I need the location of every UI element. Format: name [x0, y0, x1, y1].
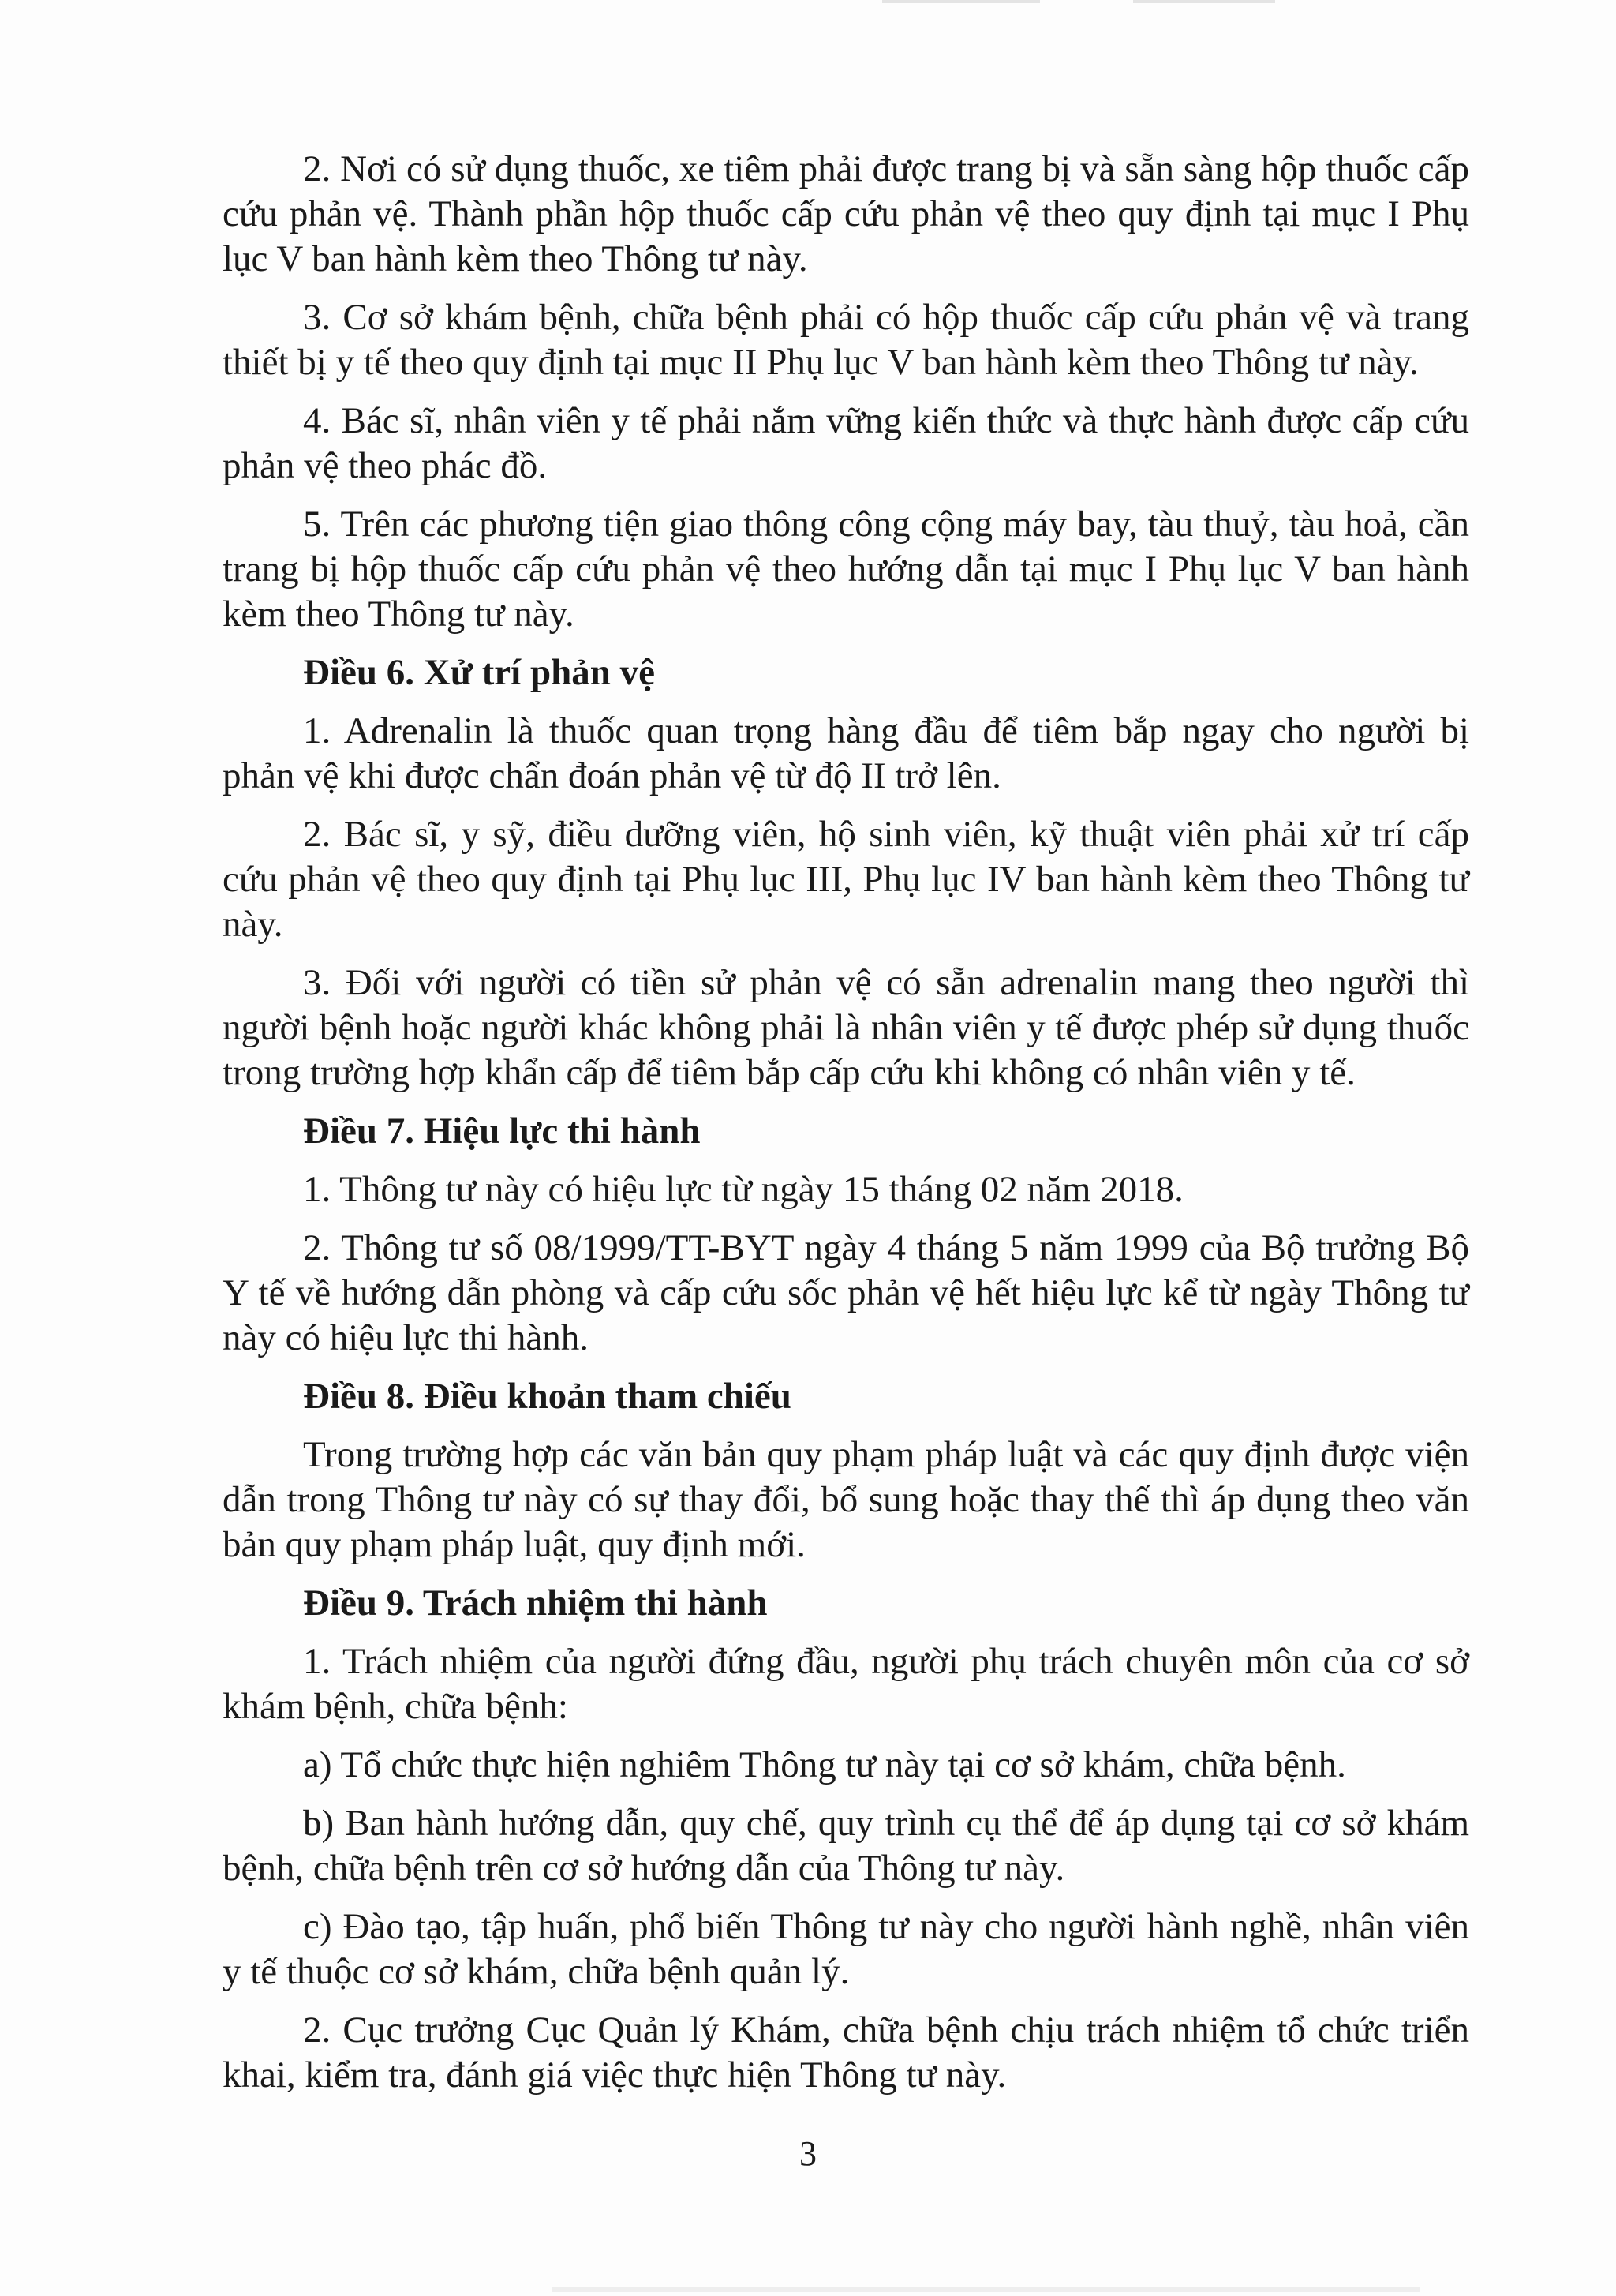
- article-heading: Điều 7. Hiệu lực thi hành: [303, 1111, 701, 1152]
- clause-paragraph: 3. Cơ sở khám bệnh, chữa bệnh phải có hộp thuốc cấp cứu phản vệ và trang thiết bị y tế theo quy định tại mục II Phụ lục V ban hành kèm theo Thông tư này.: [223, 297, 1469, 383]
- clause-paragraph: 2. Thông tư số 08/1999/TT-BYT ngày 4 tháng 5 năm 1999 của Bộ trưởng Bộ Y tế về hướng dẫn phòng và cấp cứu sốc phản vệ hết hiệu lực kể từ ngày Thông tư này có hiệu lực thi hành.: [223, 1227, 1469, 1358]
- clause-paragraph: 5. Trên các phương tiện giao thông công cộng máy bay, tàu thuỷ, tàu hoả, cần trang bị hộp thuốc cấp cứu phản vệ theo hướng dẫn tại mục I Phụ lục V ban hành kèm theo Thông tư này.: [223, 504, 1469, 635]
- clause-paragraph: 3. Đối với người có tiền sử phản vệ có sẵn adrenalin mang theo người thì người bệnh hoặc người khác không phải là nhân viên y tế được phép sử dụng thuốc trong trường hợp khẩn cấp để tiêm bắp cấp cứu khi không có nhân viên y tế.: [223, 962, 1469, 1093]
- clause-paragraph: 2. Bác sĩ, y sỹ, điều dưỡng viên, hộ sinh viên, kỹ thuật viên phải xử trí cấp cứu phản vệ theo quy định tại Phụ lục III, Phụ lục IV ban hành kèm theo Thông tư này.: [223, 814, 1469, 945]
- article-heading: Điều 8. Điều khoản tham chiếu: [303, 1376, 791, 1417]
- scan-artifact: [1133, 0, 1275, 3]
- clause-paragraph: c) Đào tạo, tập huấn, phổ biến Thông tư này cho người hành nghề, nhân viên y tế thuộc cơ sở khám, chữa bệnh quản lý.: [223, 1906, 1469, 1992]
- clause-paragraph: 1. Trách nhiệm của người đứng đầu, người phụ trách chuyên môn của cơ sở khám bệnh, chữa bệnh:: [223, 1641, 1469, 1727]
- clause-paragraph: 1. Adrenalin là thuốc quan trọng hàng đầu để tiêm bắp ngay cho người bị phản vệ khi được chẩn đoán phản vệ từ độ II trở lên.: [223, 710, 1469, 796]
- article-heading: Điều 6. Xử trí phản vệ: [303, 652, 655, 693]
- clause-paragraph: 2. Cục trưởng Cục Quản lý Khám, chữa bệnh chịu trách nhiệm tổ chức triển khai, kiểm tra, đánh giá việc thực hiện Thông tư này.: [223, 2009, 1469, 2096]
- scan-artifact: [882, 0, 1040, 3]
- page-number: 3: [799, 2134, 817, 2173]
- article-heading: Điều 9. Trách nhiệm thi hành: [303, 1582, 768, 1624]
- clause-paragraph: a) Tổ chức thực hiện nghiêm Thông tư này tại cơ sở khám, chữa bệnh.: [303, 1744, 1346, 1785]
- clause-paragraph: 4. Bác sĩ, nhân viên y tế phải nắm vững kiến thức và thực hành được cấp cứu phản vệ theo phác đồ.: [223, 400, 1469, 486]
- clause-paragraph: 2. Nơi có sử dụng thuốc, xe tiêm phải được trang bị và sẵn sàng hộp thuốc cấp cứu phản vệ. Thành phần hộp thuốc cấp cứu phản vệ theo quy định tại mục I Phụ lục V ban hành kèm theo Thông tư này.: [223, 148, 1469, 279]
- scan-artifact: [552, 2287, 1420, 2292]
- document-body: [223, 147, 1469, 2111]
- clause-paragraph: 1. Thông tư này có hiệu lực từ ngày 15 tháng 02 năm 2018.: [303, 1169, 1184, 1210]
- clause-paragraph: Trong trường hợp các văn bản quy phạm pháp luật và các quy định được viện dẫn trong Thông tư này có sự thay đổi, bổ sung hoặc thay thế thì áp dụng theo văn bản quy phạm pháp luật, quy định mới.: [223, 1434, 1469, 1565]
- clause-paragraph: b) Ban hành hướng dẫn, quy chế, quy trình cụ thể để áp dụng tại cơ sở khám bệnh, chữa bệnh trên cơ sở hướng dẫn của Thông tư này.: [223, 1803, 1469, 1889]
